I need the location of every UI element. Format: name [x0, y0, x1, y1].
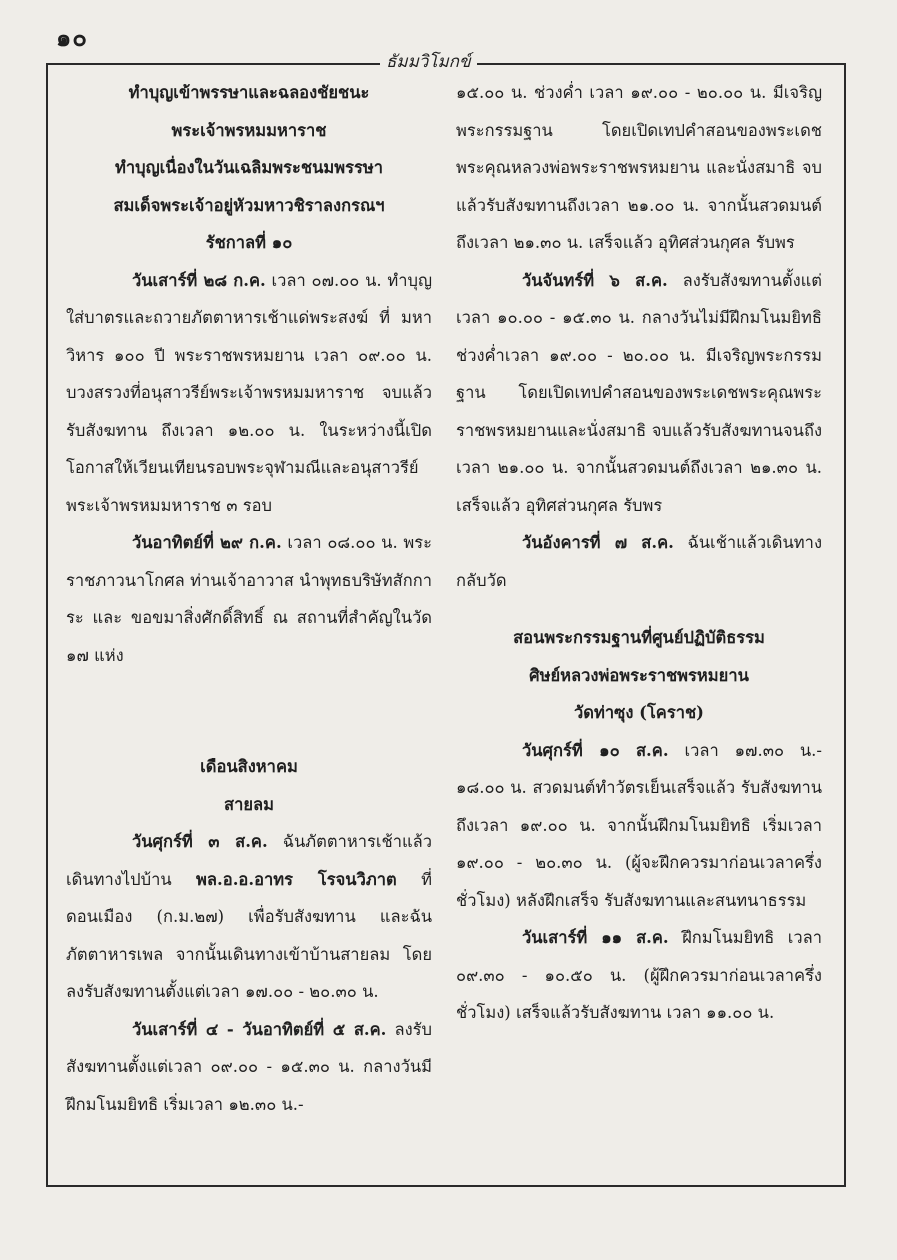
schedule-text: ฝึกมโนมยิทธิ เวลา ๐๙.๓๐ - ๑๐.๕๐ น. (ผู้ฝึกควรมาก่อนเวลาครึ่งชั่วโมง) เสร็จแล้วรับสังฆทาน เวลา ๑๑.๐๐ น.: [456, 928, 822, 1022]
right-column: [456, 74, 822, 1032]
schedule-text: ฉันภัตตาหารเช้าแล้ว เดินทางไปบ้าน: [66, 832, 432, 889]
schedule-date: วันจันทร์ที่ ๖ ส.ค.: [522, 270, 668, 290]
page-number: ๑๐: [56, 23, 88, 52]
section-heading: ทำบุญเข้าพรรษาและฉลองชัยชนะ: [128, 83, 370, 102]
schedule-paragraph: [456, 524, 822, 599]
schedule-paragraph: [456, 732, 822, 920]
section-heading: ศิษย์หลวงพ่อพระราชพรหมยาน: [529, 665, 749, 685]
schedule-paragraph: [66, 524, 432, 674]
schedule-date: วันศุกร์ที่ ๓ ส.ค.: [132, 832, 268, 851]
section-heading: สมเด็จพระเจ้าอยู่หัวมหาวชิราลงกรณฯ: [113, 195, 385, 215]
person-name: พล.อ.อ.อาทร โรจนวิภาต: [196, 869, 397, 889]
schedule-date: วันเสาร์ที่ ๔ - วันอาทิตย์ที่ ๕ ส.ค.: [132, 1019, 387, 1039]
schedule-date: วันเสาร์ที่ ๒๘ ก.ค.: [132, 270, 266, 290]
schedule-paragraph: [66, 262, 432, 525]
running-head: ธัมมวิโมกข์: [380, 48, 477, 75]
section-heading: สอนพระกรรมฐานที่ศูนย์ปฏิบัติธรรม: [513, 628, 765, 647]
schedule-text: เวลา ๑๗.๓๐ น.- ๑๘.๐๐ น. สวดมนต์ทำวัตรเย็นเสร็จแล้ว รับสังฆทานถึงเวลา ๑๙.๐๐ น. จากนั้นฝึกมโนมยิทธิ เริ่มเวลา ๑๙.๐๐ - ๒๐.๓๐ น. (ผู้จะฝึกควรมาก่อนเวลาครึ่งชั่วโมง) หลังฝึกเสร็จ รับสังฆทานและสนทนาธรรม: [456, 740, 822, 910]
schedule-text: ที่ดอนเมือง (ก.ม.๒๗) เพื่อรับสังฆทาน และฉันภัตตาหารเพล จากนั้นเดินทางเข้าบ้านสายลม โดยลงรับสังฆทานตั้งแต่เวลา ๑๗.๐๐ - ๒๐.๓๐ น.: [66, 869, 433, 1001]
section-heading: ทำบุญเนื่องในวันเฉลิมพระชนมพรรษา: [114, 158, 383, 177]
schedule-text: เวลา ๐๘.๐๐ น. พระราชภาวนาโกศล ท่านเจ้าอาวาส นำพุทธบริษัทสักการะ และ ขอขมาสิ่งศักดิ์สิทธิ์ ณ สถานที่สำคัญในวัด ๑๗ แห่ง: [66, 533, 432, 665]
left-column: [66, 74, 432, 1123]
schedule-text: ฉันเช้าแล้วเดินทางกลับวัด: [456, 533, 822, 590]
schedule-paragraph: ๑๕.๐๐ น. ช่วงค่ำ เวลา ๑๙.๐๐ - ๒๐.๐๐ น. มีเจริญพระกรรมฐาน โดยเปิดเทปคำสอนของพระเดชพระคุณหลวงพ่อพระราชพรหมยาน และนั่งสมาธิ จบแล้วรับสังฆทานถึงเวลา ๒๑.๐๐ น. จากนั้นสวดมนต์ ถึงเวลา ๒๑.๓๐ น. เสร็จแล้ว อุทิศส่วนกุศล รับพร: [456, 83, 822, 252]
schedule-paragraph: [66, 1011, 432, 1124]
place-heading: สายลม: [224, 794, 274, 814]
schedule-date: วันอังคารที่ ๗ ส.ค.: [522, 533, 674, 552]
schedule-paragraph: [66, 823, 432, 1011]
month-heading: เดือนสิงหาคม: [200, 757, 298, 776]
schedule-text: เวลา ๐๗.๐๐ น. ทำบุญใส่บาตรและถวายภัตตาหารเช้าแด่พระสงฆ์ ที่ มหาวิหาร ๑๐๐ ปี พระราชพรหมยาน เวลา ๐๙.๐๐ น. บวงสรวงที่อนุสาวรีย์พระเจ้าพรหมมหาราช จบแล้ว รับสังฆทาน ถึงเวลา ๑๒.๐๐ น. ในระหว่างนี้เปิดโอกาสให้เวียนเทียนรอบพระจุฬามณีและอนุสาวรีย์พระเจ้าพรหมมหาราช ๓ รอบ: [66, 270, 433, 515]
schedule-date: วันอาทิตย์ที่ ๒๙ ก.ค.: [132, 533, 282, 552]
schedule-paragraph: [456, 919, 822, 1032]
section-heading: พระเจ้าพรหมมหาราช: [171, 120, 327, 140]
schedule-date: วันเสาร์ที่ ๑๑ ส.ค.: [522, 928, 669, 947]
schedule-paragraph: [456, 262, 822, 525]
schedule-date: วันศุกร์ที่ ๑๐ ส.ค.: [522, 740, 669, 760]
section-heading: รัชกาลที่ ๑๐: [205, 233, 293, 252]
schedule-text: ลงรับสังฆทานตั้งแต่เวลา ๐๙.๐๐ - ๑๕.๓๐ น. กลางวันมีฝึกมโนมยิทธิ เริ่มเวลา ๑๒.๓๐ น.-: [66, 1019, 433, 1114]
section-heading: วัดท่าซุง (โคราช): [574, 703, 704, 722]
schedule-text: ลงรับสังฆทานตั้งแต่เวลา ๑๐.๐๐ - ๑๕.๓๐ น. กลางวันไม่มีฝึกมโนมยิทธิ ช่วงค่ำเวลา ๑๙.๐๐ - ๒๐.๐๐ น. มีเจริญพระกรรมฐาน โดยเปิดเทปคำสอนของพระเดชพระคุณพระราชพรหมยานและนั่งสมาธิ จบแล้วรับสังฆทานจนถึง เวลา ๒๑.๐๐ น. จากนั้นสวดมนต์ถึงเวลา ๒๑.๓๐ น. เสร็จแล้ว อุทิศส่วนกุศล รับพร: [456, 270, 822, 515]
